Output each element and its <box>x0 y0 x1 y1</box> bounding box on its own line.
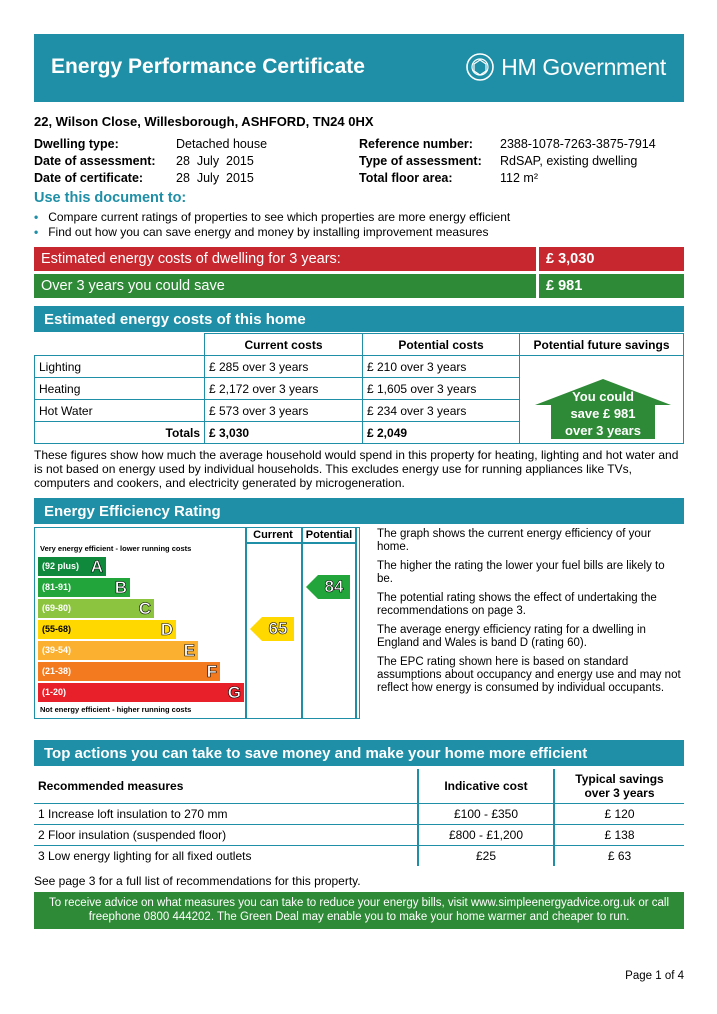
hm-government-text: HM Government <box>501 53 666 80</box>
bullet-dot-icon: • <box>34 225 39 239</box>
estimated-cost-label: Estimated energy costs of dwelling for 3 years: <box>34 247 536 271</box>
date-assessment-value: 28 July 2015 <box>176 154 254 168</box>
use-document-heading: Use this document to: <box>34 190 187 206</box>
band-range: (69-80) <box>42 603 72 613</box>
band-range: (1-20) <box>42 687 67 697</box>
date-assessment-label: Date of assessment: <box>34 154 156 168</box>
eer-paragraph: The graph shows the current energy efficiency of your home. <box>377 528 652 553</box>
could-save-value: £ 981 <box>539 274 684 298</box>
rating-value: 84 <box>324 577 344 596</box>
band-letter: F <box>206 662 217 681</box>
col-potential: Potential <box>305 529 353 541</box>
divider <box>245 527 247 719</box>
savings-line: You could <box>572 389 634 404</box>
advice-banner: To receive advice on what measures you can take to reduce your energy bills, visit www.simpleenergyadvice.org.uk or call freephone 0800 444202. The Green Deal may enable you to make your home warmer and cheaper to run. <box>34 892 684 929</box>
bullet-text: Compare current ratings of properties to see which properties are more energy efficient <box>48 210 511 224</box>
col-potential-costs: Potential costs <box>363 334 520 356</box>
band-letter: G <box>227 683 241 702</box>
band-range: (92 plus) <box>42 561 80 571</box>
measure: 2 Floor insulation (suspended floor) <box>34 824 418 845</box>
col-measures: Recommended measures <box>34 769 418 803</box>
total-current: £ 3,030 <box>205 422 363 444</box>
col-future-savings: Potential future savings <box>520 334 684 356</box>
cost: £100 - £350 <box>418 803 554 824</box>
totals-label: Totals <box>35 422 205 444</box>
header-banner <box>34 34 684 102</box>
bullet-dot-icon: • <box>34 210 39 224</box>
see-page-note: See page 3 for a full list of recommendations for this property. <box>34 874 361 888</box>
current-cost: £ 285 over 3 years <box>205 356 363 378</box>
bullet-item <box>34 210 510 224</box>
type-assessment-label: Type of assessment: <box>359 154 482 168</box>
band-letter: E <box>183 641 195 660</box>
band-letter: B <box>114 578 127 597</box>
document-title: Energy Performance Certificate <box>51 55 365 78</box>
date-certificate-label: Date of certificate: <box>34 171 144 185</box>
divider <box>301 527 303 719</box>
rating-value: 65 <box>268 619 288 638</box>
saving: £ 138 <box>554 824 684 845</box>
total-potential: £ 2,049 <box>363 422 520 444</box>
band-d <box>38 620 176 639</box>
cost: £800 - £1,200 <box>418 824 554 845</box>
measure: 3 Low energy lighting for all fixed outlets <box>38 848 252 863</box>
eer-paragraph: The average energy efficiency rating for a dwelling in England and Wales is band D (rating 60). <box>377 624 646 649</box>
bullet-item <box>34 225 488 239</box>
row-label: Heating <box>35 378 205 400</box>
eer-heading: Energy Efficiency Rating <box>34 498 684 524</box>
bullet-text: Find out how you can save energy and money by installing improvement measures <box>48 225 489 239</box>
table-row <box>34 824 684 845</box>
eer-paragraph: The potential rating shows the effect of undertaking the recommendations on page 3. <box>377 592 657 617</box>
saving: £ 120 <box>554 803 684 824</box>
divider <box>355 527 357 719</box>
band-f <box>38 662 220 681</box>
reference-label: Reference number: <box>359 137 473 151</box>
band-letter: D <box>160 620 173 639</box>
property-address: 22, Wilson Close, Willesborough, ASHFORD, TN24 0HX <box>34 114 374 129</box>
col-cost: Indicative cost <box>418 769 554 803</box>
dwelling-type-label: Dwelling type: <box>34 137 119 151</box>
eer-paragraph: The EPC rating shown here is based on standard assumptions about occupancy and energy use and may not reflect how energy is consumed by individual occupants. <box>377 656 681 694</box>
table-header-row <box>35 334 684 356</box>
costs-heading: Estimated energy costs of this home <box>34 306 684 332</box>
floor-area-label: Total floor area: <box>359 171 453 185</box>
table-row <box>34 803 684 824</box>
could-save-label: Over 3 years you could save <box>34 274 536 298</box>
table-row <box>35 356 684 378</box>
rating-chart <box>34 527 360 719</box>
current-cost: £ 2,172 over 3 years <box>205 378 363 400</box>
floor-area-value: 112 m² <box>500 171 538 185</box>
band-g <box>38 683 244 702</box>
band-range: (21-38) <box>42 666 72 676</box>
eer-paragraph: The higher the rating the lower your fuel bills are likely to be. <box>377 560 665 585</box>
current-cost: £ 573 over 3 years <box>205 400 363 422</box>
type-assessment-value: RdSAP, existing dwelling <box>500 154 638 168</box>
band-range: (55-68) <box>42 624 72 634</box>
dwelling-type-value: Detached house <box>176 137 268 151</box>
measure: 1 Increase loft insulation to 270 mm <box>34 803 418 824</box>
page-number: Page 1 of 4 <box>625 970 684 982</box>
band-c <box>38 599 154 618</box>
band-range: (81-91) <box>42 582 72 592</box>
band-letter: A <box>90 557 103 576</box>
efficient-label: Very energy efficient - lower running costs <box>40 544 192 553</box>
band-b <box>38 578 130 597</box>
col-current-costs: Current costs <box>205 334 363 356</box>
hm-government-logo <box>465 51 666 83</box>
estimated-cost-value: £ 3,030 <box>539 247 684 271</box>
table-row <box>34 845 684 866</box>
savings-line: over 3 years <box>565 423 641 438</box>
current-rating-arrow <box>250 617 294 641</box>
divider <box>245 542 357 544</box>
potential-cost: £ 234 over 3 years <box>363 400 520 422</box>
band-e <box>38 641 198 660</box>
band-range: (39-54) <box>42 645 72 655</box>
savings-arrow <box>535 379 671 439</box>
potential-cost: £ 210 over 3 years <box>363 356 520 378</box>
recommendations-table <box>34 769 684 866</box>
savings-line: save £ 981 <box>570 406 636 421</box>
cost-note: These figures show how much the average household would spend in this property for heating, lighting and hot water and is not based on energy used by individual households. This excludes energy use for running appliances like TVs, computers and cookers, and electricity generated by microgeneration. <box>34 448 679 490</box>
col-current: Current <box>253 529 293 541</box>
row-label: Hot Water <box>35 400 205 422</box>
table-header-row <box>34 769 684 803</box>
band-letter: C <box>138 599 151 618</box>
inefficient-label: Not energy efficient - higher running costs <box>40 705 192 714</box>
band-a <box>38 557 106 576</box>
saving: £ 63 <box>554 845 684 866</box>
row-label: Lighting <box>35 356 205 378</box>
actions-heading: Top actions you can take to save money and make your home more efficient <box>34 740 684 766</box>
potential-rating-arrow <box>306 575 350 599</box>
crest-icon <box>465 52 495 82</box>
potential-cost: £ 1,605 over 3 years <box>363 378 520 400</box>
eer-explanation <box>377 528 682 701</box>
cost: £25 <box>418 845 554 866</box>
col-savings: Typical savings over 3 years <box>554 769 684 803</box>
date-certificate-value: 28 July 2015 <box>176 171 254 185</box>
reference-value: 2388-1078-7263-3875-7914 <box>500 137 656 151</box>
empty-cell <box>35 334 205 356</box>
